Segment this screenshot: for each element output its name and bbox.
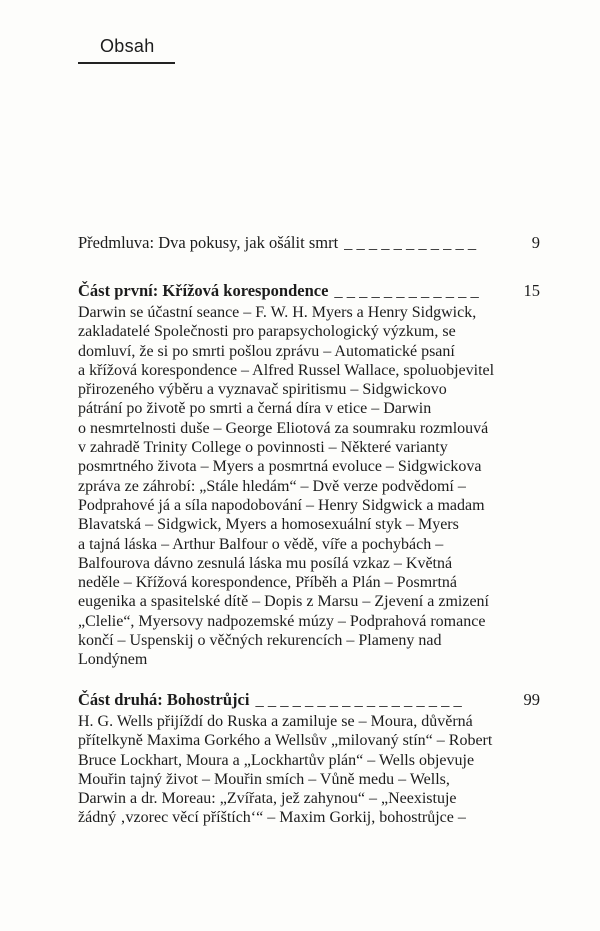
summary-line: Podprahové já a síla napodobování – Henry Sidgwick a madam xyxy=(78,496,485,514)
summary-line: přirozeného výběru a vyznavač spiritismu – Sidgwickovo xyxy=(78,381,447,399)
summary-line: Balfourova dávno zesnulá láska mu posílá vzkaz – Květná xyxy=(78,554,453,572)
toc-heading xyxy=(78,231,540,255)
summary-line: v zahradě Trinity College o povinnosti – Některé varianty xyxy=(78,439,448,457)
toc-label: Část druhá: Bohostrůjci xyxy=(78,690,250,709)
page-title: Obsah xyxy=(100,36,155,56)
summary-line: Mouřin tajný život – Mouřin smích – Vůně medu – Wells, xyxy=(78,770,450,788)
toc-summary xyxy=(78,712,540,828)
toc-leader: _ _ _ _ _ _ _ _ _ _ _ xyxy=(344,233,477,252)
summary-line: Bruce Lockhart, Moura a „Lockhartův plán“ – Wells objevuje xyxy=(78,751,475,769)
summary-line: eugenika a spasitelské dítě – Dopis z Marsu – Zjevení a zmizení xyxy=(78,593,489,611)
summary-line: a křížová korespondence – Alfred Russel Wallace, spoluobjevitel xyxy=(78,361,495,379)
summary-line: zpráva ze záhrobí: „Stále hledám“ – Dvě verze podvědomí – xyxy=(78,477,466,495)
summary-line: H. G. Wells přijíždí do Ruska a zamiluje se – Moura, důvěrná xyxy=(78,713,473,730)
title-underline xyxy=(78,62,175,64)
toc-leader: _ _ _ _ _ _ _ _ _ _ _ _ xyxy=(334,281,479,300)
toc-entry-part-1 xyxy=(78,279,540,670)
toc-entry-preface xyxy=(78,231,540,255)
toc-label: Část první: Křížová korespondence xyxy=(78,281,329,300)
summary-line: Darwin a dr. Moreau: „Zvířata, jež zahynou“ – „Neexistuje xyxy=(78,790,457,808)
toc-summary xyxy=(78,303,540,670)
summary-line: přítelkyně Maxima Gorkého a Wellsův „milovaný stín“ – Robert xyxy=(78,732,493,750)
toc-page-number: 9 xyxy=(531,233,540,252)
toc-label: Předmluva: Dva pokusy, jak ošálit smrt xyxy=(78,233,339,252)
summary-line: a tajná láska – Arthur Balfour o vědě, víře a pochybách – xyxy=(78,535,444,553)
summary-line: domluví, že si po smrti pošlou zprávu – Automatické psaní xyxy=(78,342,455,360)
toc-page-number: 99 xyxy=(523,690,540,709)
summary-line: neděle – Křížová korespondence, Příběh a Plán – Posmrtná xyxy=(78,574,458,592)
toc-heading xyxy=(78,688,540,712)
toc-entry-part-2 xyxy=(78,688,540,828)
summary-line: posmrtného života – Myers a posmrtná evoluce – Sidgwickova xyxy=(78,458,482,476)
summary-line: končí – Uspenskij o věčných rekurencích – Plameny nad xyxy=(78,632,442,650)
summary-line: zakladatelé Společnosti pro parapsychologický výzkum, se xyxy=(78,323,456,341)
toc-heading xyxy=(78,279,540,303)
summary-line: „Clelie“, Myersovy nadpozemské múzy – Podprahová romance xyxy=(78,612,486,630)
toc-leader: _ _ _ _ _ _ _ _ _ _ _ _ _ _ _ _ _ xyxy=(255,690,462,709)
summary-line: žádný ‚vzorec věcí příštích‘“ – Maxim Gorkij, bohostrůjce – xyxy=(78,809,466,827)
summary-line: pátrání po životě po smrti a černá díra v etice – Darwin xyxy=(78,400,432,418)
toc-page-number: 15 xyxy=(523,281,540,300)
summary-line: o nesmrtelnosti duše – George Eliotová za soumraku rozmlouvá xyxy=(78,419,489,437)
summary-line: Darwin se účastní seance – F. W. H. Myers a Henry Sidgwick, xyxy=(78,304,477,321)
summary-line: Londýnem xyxy=(78,651,148,669)
summary-line: Blavatská – Sidgwick, Myers a homosexuální styk – Myers xyxy=(78,516,459,534)
